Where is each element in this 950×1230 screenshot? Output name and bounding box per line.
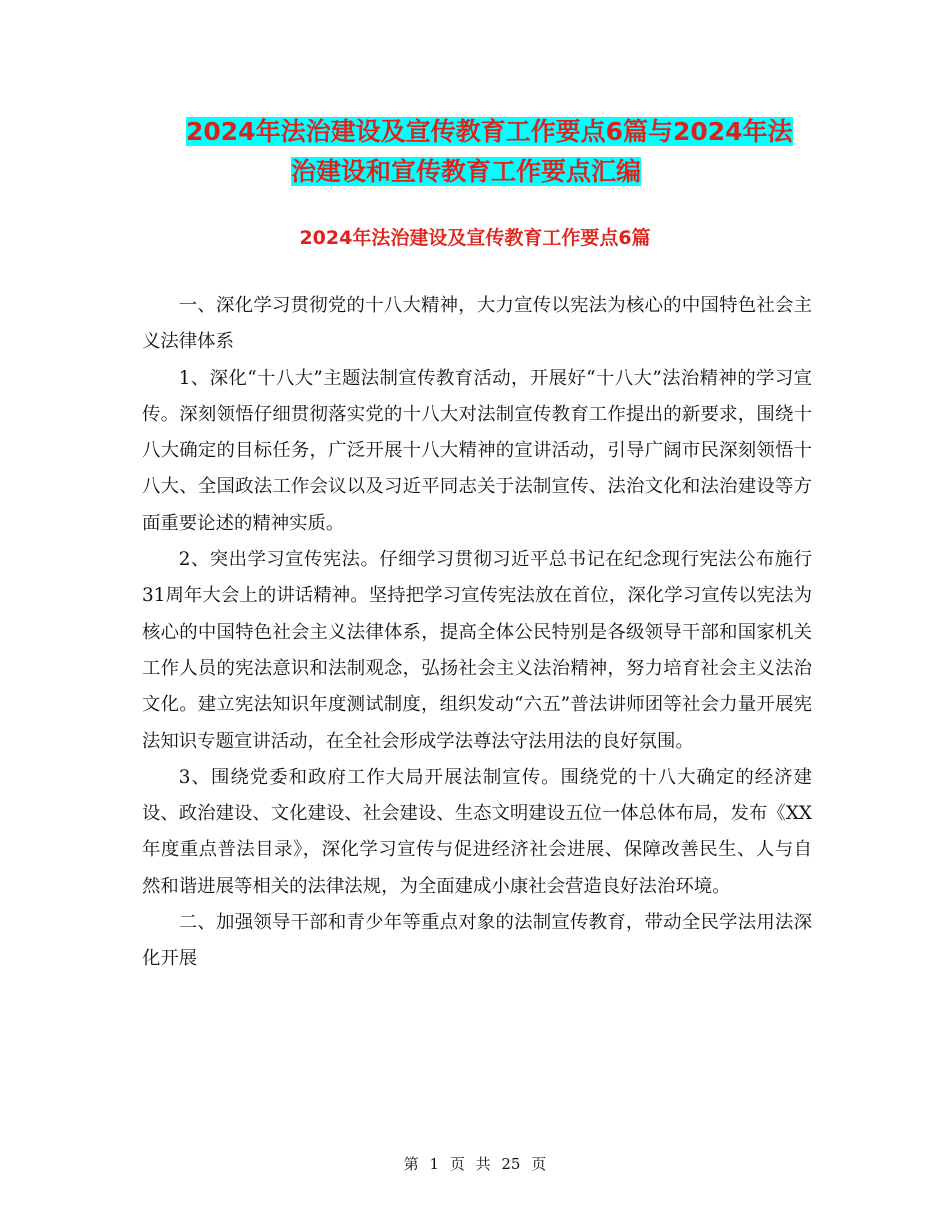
section-subtitle: 2024年法治建设及宣传教育工作要点6篇: [299, 227, 651, 249]
paragraph-1: 一、深化学习贯彻党的十八大精神，大力宣传以宪法为核心的中国特色社会主义法律体系: [142, 295, 812, 353]
document-title: [140, 112, 840, 192]
paragraph-2: 1、深化“十八大”主题法制宣传教育活动，开展好“十八大”法治精神的学习宣传。深刻领悟仔细贯彻落实党的十八大对法制宣传教育工作提出的新要求，围绕十八大确定的目标任务，广泛开展十八大精神的宣讲活动，引导广阔市民深刻领悟十八大、全国政法工作会议以及习近平同志关于法制宣传、法治文化和法治建设等方面重要论述的精神实质。: [142, 367, 812, 534]
page-footer: 第 1 页 共 25 页: [403, 1155, 547, 1173]
paragraph-3: 2、突出学习宣传宪法。仔细学习贯彻习近平总书记在纪念现行宪法公布施行31周年大会上的讲话精神。坚持把学习宣传宪法放在首位，深化学习宣传以宪法为核心的中国特色社会主义法律体系，提高全体公民特别是各级领导干部和国家机关工作人员的宪法意识和法制观念，弘扬社会主义法治精神，努力培育社会主义法治文化。建立宪法知识年度测试制度，组织发动“六五”普法讲师团等社会力量开展宪法知识专题宣讲活动，在全社会形成学法尊法守法用法的良好氛围。: [142, 549, 812, 752]
title-line-2: [140, 152, 840, 192]
paragraph-4: 3、围绕党委和政府工作大局开展法制宣传。围绕党的十八大确定的经济建设、政治建设、文化建设、社会建设、生态文明建设五位一体总体布局，发布《XX年度重点普法目录》，深化学习宣传与促进经济社会进展、保障改善民生、人与自然和谐进展等相关的法律法规，为全面建成小康社会营造良好法治环境。: [142, 766, 812, 897]
paragraph-5: 二、加强领导干部和青少年等重点对象的法制宣传教育，带动全民学法用法深化开展: [142, 912, 812, 970]
document-body: [142, 288, 812, 978]
title-line-2-text: 治建设和宣传教育工作要点汇编: [291, 157, 642, 186]
title-line-1: [140, 112, 840, 152]
title-line-1-text: 2024年法治建设及宣传教育工作要点6篇与2024年法: [186, 117, 793, 146]
